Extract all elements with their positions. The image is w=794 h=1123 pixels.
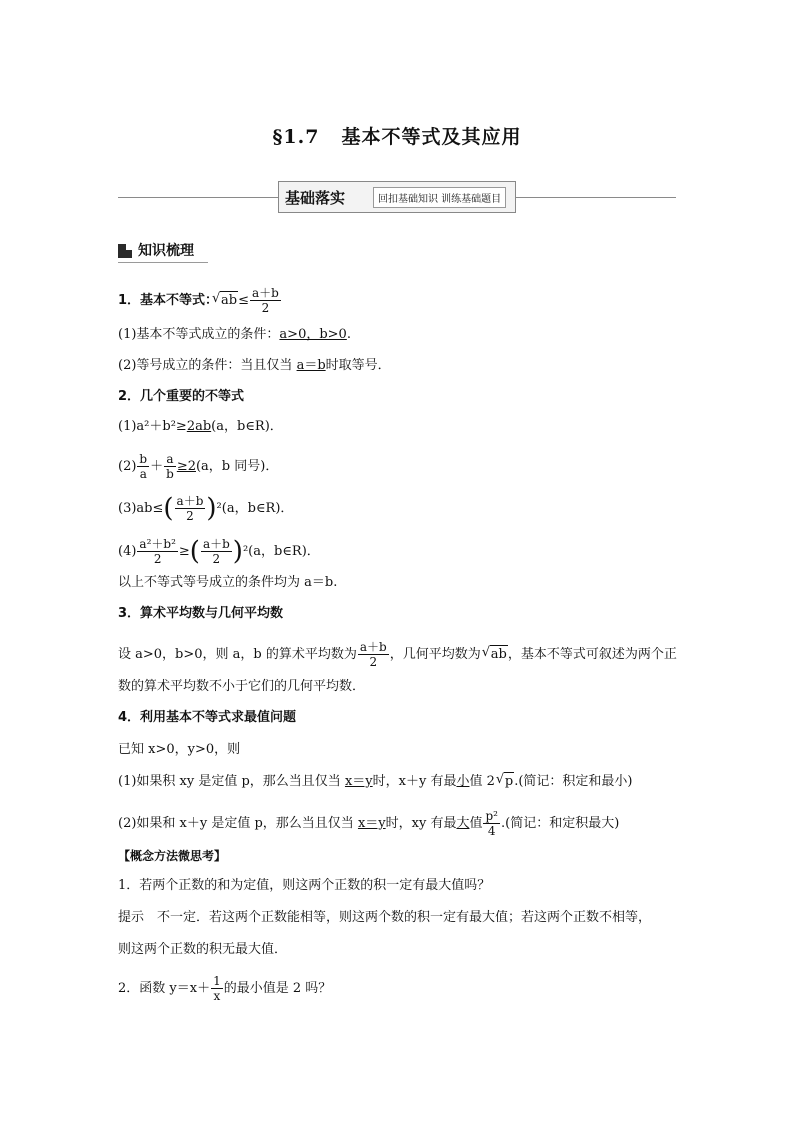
text: ，几何平均数为 bbox=[389, 647, 481, 662]
denominator: b bbox=[166, 467, 174, 481]
section-title: 基本不等式及其应用 bbox=[341, 126, 522, 148]
item-3: 3．算术平均数与几何平均数 bbox=[118, 606, 284, 621]
text: (2)如果和 x＋y 是定值 p，那么当且仅当 bbox=[118, 816, 358, 831]
knowledge-heading bbox=[118, 240, 208, 263]
fraction bbox=[201, 537, 232, 566]
knowledge-heading-text: 知识梳理 bbox=[138, 243, 194, 259]
band-title: 基础落实 bbox=[285, 188, 346, 207]
section-number: §1.7 bbox=[272, 126, 320, 148]
question-1: 1．若两个正数的和为定值，则这两个正数的积一定有最大值吗？ bbox=[118, 878, 491, 893]
text: (1)a²＋b²≥ bbox=[118, 419, 187, 434]
text: .(简记：积定和最小) bbox=[514, 774, 633, 789]
fraction bbox=[175, 494, 206, 523]
answer: 2ab bbox=[186, 419, 212, 434]
answer: x＝y bbox=[344, 774, 373, 789]
item-3-body-cont: 数的算术平均数不小于它们的几何平均数． bbox=[118, 679, 366, 694]
item-1: 1．基本不等式：√ ab≤ $\frac{a+b}{2}$ bbox=[118, 286, 282, 315]
item-3-body bbox=[118, 640, 677, 669]
denominator: x bbox=[213, 989, 221, 1003]
paren: ) bbox=[232, 536, 243, 567]
text: (1)基本不等式成立的条件： bbox=[118, 327, 280, 342]
answer: ≥2 bbox=[176, 459, 196, 474]
answer: a>0，b>0 bbox=[279, 327, 347, 342]
text: ≥ bbox=[178, 544, 190, 559]
fraction bbox=[164, 452, 176, 481]
paren: ( bbox=[189, 536, 200, 567]
text: 值 2 bbox=[469, 774, 495, 789]
text: ＋ bbox=[150, 459, 164, 474]
numerator: a＋b bbox=[359, 640, 387, 654]
denominator: 2 bbox=[369, 655, 378, 669]
text: (a，b∈R)． bbox=[211, 419, 283, 434]
fraction bbox=[137, 537, 177, 566]
answer: 小 bbox=[456, 774, 470, 789]
text: 设 a>0，b>0，则 a，b 的算术平均数为 bbox=[118, 647, 357, 662]
item-4-1 bbox=[118, 772, 632, 791]
denominator: 2 bbox=[186, 509, 194, 523]
denominator: 2 bbox=[261, 301, 270, 315]
sqrt-ab: √ ab bbox=[220, 291, 238, 310]
numerator: p² bbox=[485, 809, 498, 823]
item-2-2 bbox=[118, 452, 278, 481]
square-icon bbox=[118, 244, 132, 258]
text: 时取等号． bbox=[325, 358, 391, 373]
question-2 bbox=[118, 974, 331, 1003]
numerator: a＋b bbox=[252, 286, 279, 300]
item-1-1 bbox=[118, 326, 351, 344]
text: ²(a，b∈R)． bbox=[242, 544, 320, 559]
denominator: 4 bbox=[487, 824, 496, 838]
denominator: 2 bbox=[212, 552, 221, 566]
text: 的最小值是 2 吗？ bbox=[223, 981, 332, 996]
answer: x＝y bbox=[357, 816, 386, 831]
denominator: a bbox=[139, 467, 147, 481]
page-title bbox=[0, 122, 794, 149]
section-band bbox=[278, 181, 516, 213]
numerator: b bbox=[139, 452, 148, 466]
numerator: a＋b bbox=[176, 494, 204, 508]
numerator: a²＋b² bbox=[139, 537, 176, 551]
text: (2) bbox=[118, 459, 137, 474]
text: ²(a，b∈R)． bbox=[216, 501, 294, 516]
fraction bbox=[483, 809, 500, 838]
text: .(简记：和定积最大) bbox=[500, 816, 620, 831]
text: 2．函数 y＝x＋ bbox=[118, 981, 211, 996]
item-4-given: 已知 x>0，y>0，则 bbox=[118, 742, 241, 757]
text: (4) bbox=[118, 544, 137, 559]
text: . bbox=[346, 327, 351, 342]
denominator: 2 bbox=[153, 552, 162, 566]
numerator: a＋b bbox=[202, 537, 230, 551]
text: 值 bbox=[469, 816, 483, 831]
fraction bbox=[250, 286, 281, 315]
item-4-2 bbox=[118, 809, 619, 838]
numerator: a bbox=[164, 452, 176, 467]
item-2: 2．几个重要的不等式 bbox=[118, 389, 245, 404]
hint-1-cont: 则这两个正数的积无最大值． bbox=[118, 942, 288, 957]
divider-left bbox=[118, 197, 278, 198]
text: 时，x＋y 有最 bbox=[372, 774, 457, 789]
band-subtitle: 回扣基础知识 训练基础题目 bbox=[373, 187, 506, 208]
item-4: 4．利用基本不等式求最值问题 bbox=[118, 710, 297, 725]
divider-right bbox=[516, 197, 676, 198]
item-1-label: 1．基本不等式： bbox=[118, 293, 219, 308]
paren: ) bbox=[206, 493, 217, 524]
text: 时，xy 有最 bbox=[385, 816, 457, 831]
item-2-3 bbox=[118, 494, 293, 523]
fraction bbox=[358, 640, 389, 669]
sqrt-ab: √ ab bbox=[490, 645, 508, 664]
think-heading: 【概念方法微思考】 bbox=[118, 849, 227, 863]
item-2-note: 以上不等式等号成立的条件均为 a＝b. bbox=[118, 575, 338, 590]
item-2-4 bbox=[118, 537, 320, 566]
paren: ( bbox=[163, 493, 174, 524]
answer: 大 bbox=[456, 816, 470, 831]
hint-1: 提示 不一定．若这两个正数能相等，则这两个数的积一定有最大值；若这两个正数不相等， bbox=[118, 910, 652, 925]
text: ，基本不等式可叙述为两个正 bbox=[507, 647, 677, 662]
text: (3)ab≤ bbox=[118, 501, 164, 516]
fraction bbox=[137, 452, 149, 481]
text: (2)等号成立的条件：当且仅当 bbox=[118, 358, 297, 373]
text: (a，b 同号)． bbox=[195, 459, 279, 474]
sqrt-p: √ p bbox=[504, 772, 514, 791]
item-2-1 bbox=[118, 418, 283, 436]
item-1-2 bbox=[118, 357, 391, 375]
text: (1)如果积 xy 是定值 p，那么当且仅当 bbox=[118, 774, 345, 789]
numerator: 1 bbox=[213, 974, 221, 988]
fraction bbox=[211, 974, 223, 1003]
answer: a＝b bbox=[296, 358, 326, 373]
